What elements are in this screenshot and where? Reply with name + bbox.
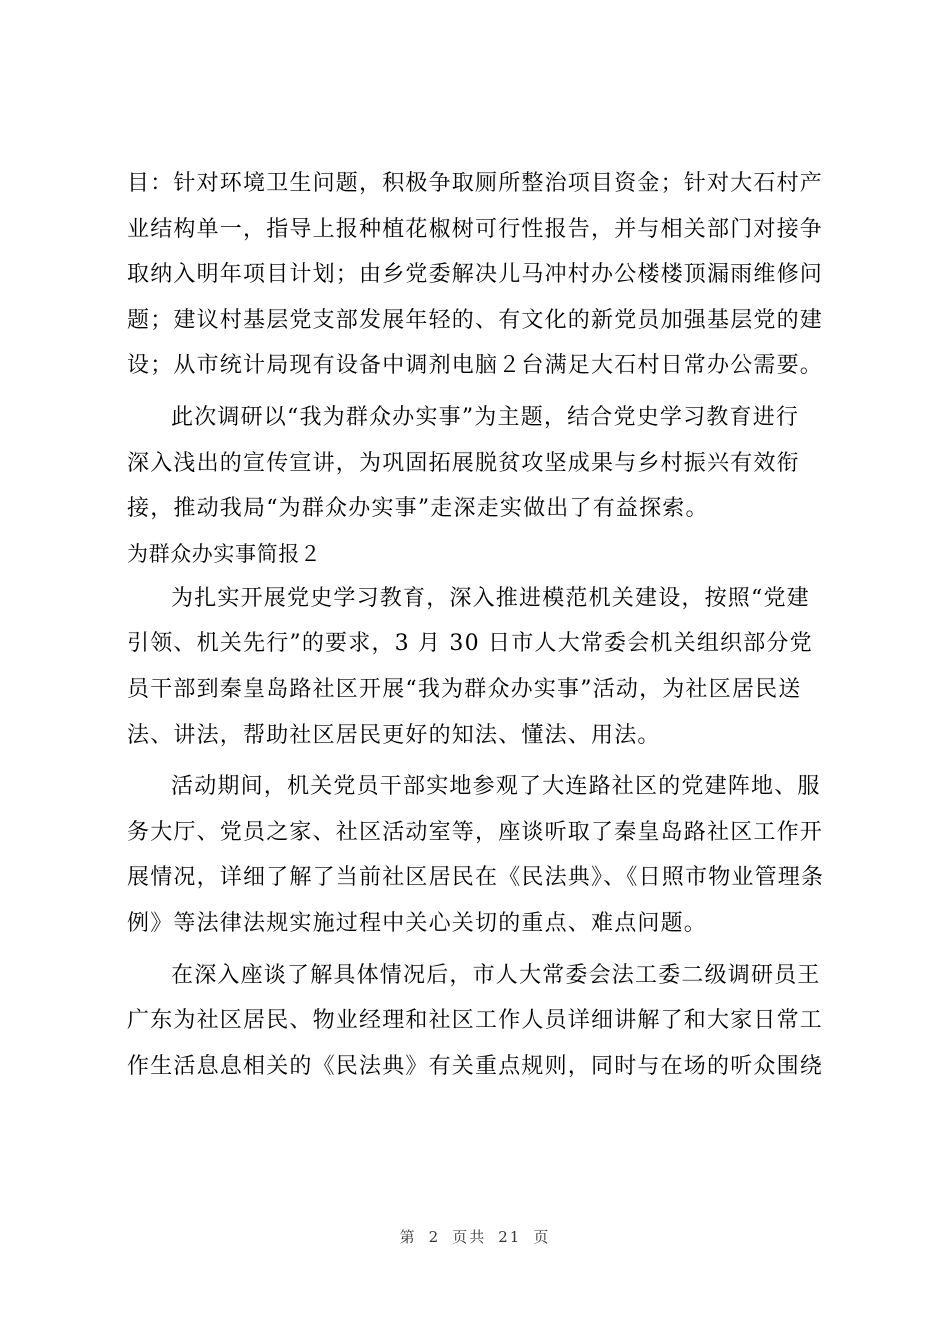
text-line: 引领、机关先行”的要求，3 月 30 日市人大常委会机关组织部分党 xyxy=(127,631,813,657)
page-footer xyxy=(0,1226,950,1247)
text-line: 员干部到秦皇岛路社区开展“我为群众办实事”活动，为社区居民送 xyxy=(127,676,802,702)
footer-suffix: 页 xyxy=(533,1228,551,1246)
total-pages: 21 xyxy=(498,1228,522,1246)
text-line: 业结构单一，指导上报种植花椒树可行性报告，并与相关部门对接争 xyxy=(127,216,824,242)
text-line: 为扎实开展党史学习教育，深入推进模范机关建设，按照“党建 xyxy=(171,585,810,611)
text-line: 活动期间，机关党员干部实地参观了大连路社区的党建阵地、服 xyxy=(171,774,821,800)
paragraph-continuation xyxy=(127,161,847,389)
text-line: 在深入座谈了解具体情况后，市人大常委会法工委二级调研员王 xyxy=(171,962,821,988)
text-line: 取纳入明年项目计划；由乡党委解决儿马冲村办公楼楼顶漏雨维修问 xyxy=(127,262,824,288)
heading-text: 为群众办实事简报２ xyxy=(127,541,322,566)
text-line: 广东为社区居民、物业经理和社区工作人员详细讲解了和大家日常工 xyxy=(127,1008,824,1034)
text-line: 设；从市统计局现有设备中调剂电脑２台满足大石村日常办公需要。 xyxy=(127,353,824,379)
text-line: 例》等法律法规实施过程中关心关切的重点、难点问题。 xyxy=(127,910,708,936)
text-line: 法、讲法，帮助社区居民更好的知法、懂法、用法。 xyxy=(127,722,661,748)
document-body xyxy=(127,161,847,1089)
text-line: 作生活息息相关的《民法典》有关重点规则，同时与在场的听众围绕 xyxy=(127,1053,824,1079)
text-line: 目：针对环境卫生问题，积极争取厕所整治项目资金；针对大石村产 xyxy=(127,171,824,196)
paragraph xyxy=(127,764,847,946)
text-line: 务大厅、党员之家、社区活动室等，座谈听取了秦皇岛路社区工作开 xyxy=(127,819,824,845)
page-number: 2 xyxy=(428,1228,441,1246)
text-line: 深入浅出的宣传宣讲，为巩固拓展脱贫攻坚成果与乡村振兴有效衔 xyxy=(127,450,800,476)
text-line: 接，推动我局“为群众办实事”走深走实做出了有益探索。 xyxy=(127,496,709,522)
section-heading xyxy=(127,532,847,576)
footer-middle: 页共 xyxy=(452,1228,487,1246)
text-line: 展情况，详细了解了当前社区居民在《民法典》、《日照市物业管理条 xyxy=(127,865,825,891)
paragraph xyxy=(127,953,847,1090)
text-line: 题；建议村基层党支部发展年轻的、有文化的新党员加强基层党的建 xyxy=(127,307,824,333)
footer-prefix: 第 xyxy=(399,1228,417,1246)
text-line: 此次调研以“我为群众办实事”为主题，结合党史学习教育进行 xyxy=(171,404,800,430)
paragraph xyxy=(127,395,847,532)
paragraph xyxy=(127,576,847,758)
